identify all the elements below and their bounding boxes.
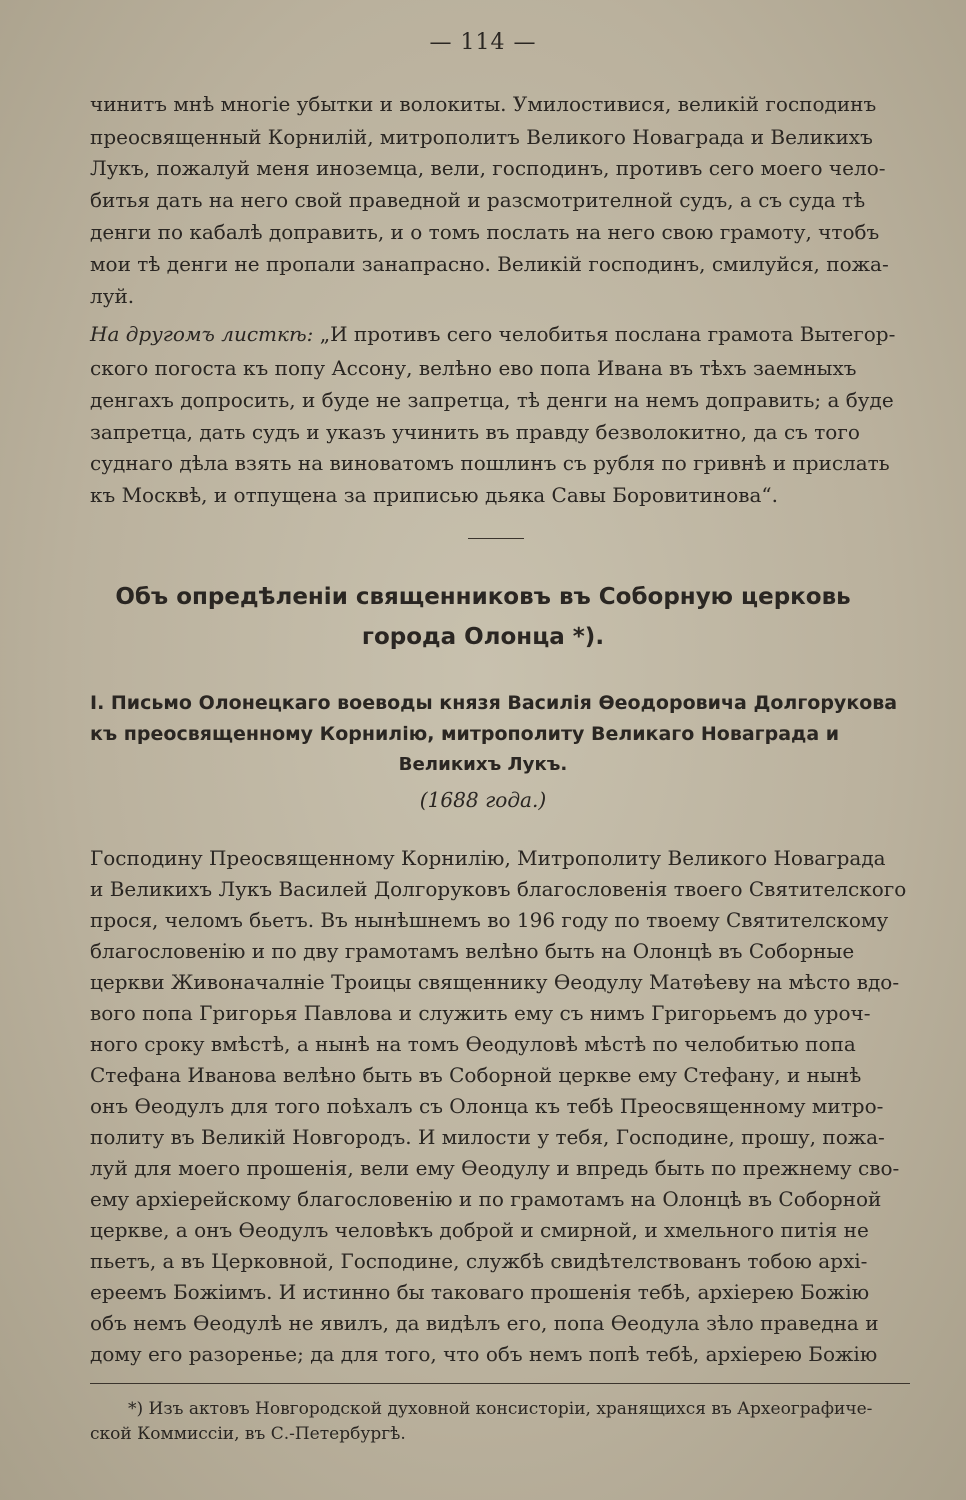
text-line: политу въ Великій Новгородъ. И милости у тебя, Господине, прошу, пожа- <box>90 1125 885 1149</box>
text-line: объ немъ Ѳеодулѣ не явилъ, да видѣлъ его, попа Ѳеодула зѣло праведна и <box>90 1311 879 1335</box>
text-line: битья дать на него свой праведной и разсмотрителной судъ, а съ суда тѣ <box>90 188 866 212</box>
text-line: мои тѣ денги не пропали занапрасно. Великій господинъ, смилуйся, пожа- <box>90 252 889 276</box>
text-line: онъ Ѳеодулъ для того поѣхалъ съ Олонца къ тебѣ Преосвященному митро- <box>90 1094 884 1118</box>
text-line: церкви Живоначалніе Троицы священнику Ѳеодулу Матѳѣеву на мѣсто вдо- <box>90 970 900 994</box>
text-line: къ Москвѣ, и отпущена за приписью дьяка Савы Боровитинова“. <box>90 483 779 507</box>
text-line: денгахъ допросить, и буде не запретца, тѣ денги на немъ доправить; а буде <box>90 388 894 412</box>
text-line <box>90 322 895 346</box>
text-line: Господину Преосвященному Корнилію, Митрополиту Великого Новаграда <box>90 846 886 870</box>
letter-heading: I. Письмо Олонецкаго воеводы князя Василія Ѳеодоровича Долгорукова <box>90 692 898 714</box>
section-title: Объ опредѣленіи священниковъ въ Соборную церковь <box>115 584 851 610</box>
text-line: луй для моего прошенія, вели ему Ѳеодулу и впредь быть по прежнему сво- <box>90 1156 900 1180</box>
section-divider <box>468 538 524 539</box>
note-lead: На другомъ листкѣ: <box>90 322 314 346</box>
text-line: денги по кабалѣ доправить, и о томъ послать на него свою грамоту, чтобъ <box>90 220 880 244</box>
text-line: ного сроку вмѣстѣ, а нынѣ на томъ Ѳеодуловѣ мѣстѣ по челобитью попа <box>90 1032 856 1056</box>
text-line: Стефана Иванова велѣно быть въ Соборной церкве ему Стефану, и нынѣ <box>90 1063 862 1087</box>
text-line: Лукъ, пожалуй меня иноземца, вели, господинъ, противъ сего моего чело- <box>90 156 886 180</box>
letter-heading: къ преосвященному Корнилію, митрополиту Великаго Новаграда и <box>90 723 840 745</box>
footnote-line: ской Коммиссіи, въ С.-Петербургѣ. <box>90 1424 406 1444</box>
text-line: благословенію и по дву грамотамъ велѣно быть на Олонцѣ въ Соборные <box>90 939 855 963</box>
text-line: дому его разоренье; да для того, что объ немъ попѣ тебѣ, архіерею Божію <box>90 1342 878 1366</box>
text-line: луй. <box>90 284 135 308</box>
footnote-divider <box>90 1383 910 1384</box>
text-line: запретца, дать судъ и указъ учинить въ правду безволокитно, да съ того <box>90 420 860 444</box>
text-line: ереемъ Божіимъ. И истинно бы таковаго прошенія тебѣ, архіерею Божію <box>90 1280 870 1304</box>
text-line: прося, челомъ бьетъ. Въ нынѣшнемъ во 196 году по твоему Святителскому <box>90 908 889 932</box>
text-line: суднаго дѣла взять на виноватомъ пошлинъ съ рубля по гривнѣ и прислать <box>90 451 890 475</box>
page-number: — 114 — <box>429 30 537 55</box>
footnote-line: *) Изъ актовъ Новгородской духовной консисторіи, хранящихся въ Археографиче- <box>128 1399 873 1419</box>
text-line: чинитъ мнѣ многіе убытки и волокиты. Умилостивися, великій господинъ <box>90 92 877 116</box>
text-line: вого попа Григорья Павлова и служить ему съ нимъ Григорьемъ до уроч- <box>90 1001 871 1025</box>
letter-heading: Великихъ Лукъ. <box>398 754 568 775</box>
text-line: преосвященный Корнилій, митрополитъ Великого Новаграда и Великихъ <box>90 125 873 149</box>
letter-date: (1688 года.) <box>419 788 547 812</box>
section-title: города Олонца *). <box>361 624 605 650</box>
text-line: и Великихъ Лукъ Василей Долгоруковъ благословенія твоего Святителского <box>90 877 907 901</box>
text-line: ему архіерейскому благословенію и по грамотамъ на Олонцѣ въ Соборной <box>90 1187 882 1211</box>
text-line: пьетъ, а въ Церковной, Господине, службѣ свидѣтелствованъ тобою архі- <box>90 1249 868 1273</box>
note-first-rest: „И противъ сего челобитья послана грамота Вытегор- <box>313 322 896 346</box>
text-line: ского погоста къ попу Ассону, велѣно ево попа Ивана въ тѣхъ заемныхъ <box>90 356 857 380</box>
text-line: церкве, а онъ Ѳеодулъ человѣкъ доброй и смирной, и хмельного питія не <box>90 1218 869 1242</box>
